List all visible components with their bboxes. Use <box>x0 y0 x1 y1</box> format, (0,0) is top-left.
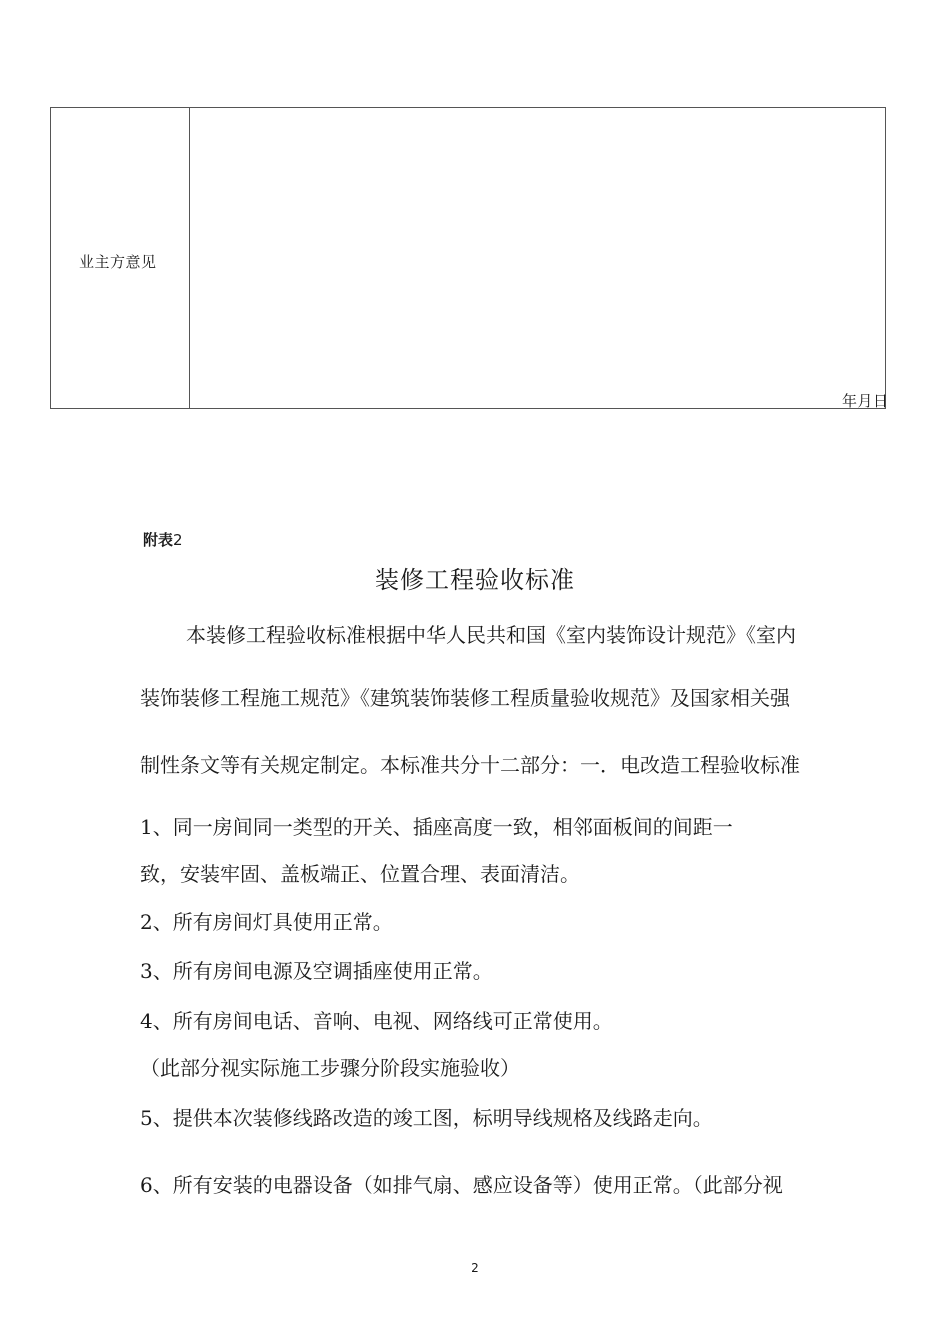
item-line-4: 3、所有房间电源及空调插座使用正常。 <box>140 959 493 983</box>
intro-line-1: 本装修工程验收标准根据中华人民共和国《室内装饰设计规范》《室内 <box>186 623 796 647</box>
intro-line-2: 装饰装修工程施工规范》《建筑装饰装修工程质量验收规范》及国家相关强 <box>140 686 790 710</box>
date-label: 年月日 <box>842 392 889 410</box>
item-line-2: 致，安装牢固、盖板端正、位置合理、表面清洁。 <box>140 862 580 886</box>
attachment-number: 2 <box>173 531 183 549</box>
owner-opinion-label: 业主方意见 <box>79 253 157 271</box>
attachment-label <box>143 529 183 550</box>
opinion-label-cell <box>51 108 190 408</box>
item-line-8: 6、所有安装的电器设备（如排气扇、感应设备等）使用正常。（此部分视 <box>140 1173 783 1197</box>
page-number: 2 <box>471 1261 479 1275</box>
owner-opinion-table <box>50 107 889 410</box>
item-line-6: （此部分视实际施工步骤分阶段实施验收） <box>140 1056 520 1080</box>
item-line-7: 5、提供本次装修线路改造的竣工图，标明导线规格及线路走向。 <box>140 1106 713 1130</box>
item-line-5: 4、所有房间电话、音响、电视、网络线可正常使用。 <box>140 1009 613 1033</box>
attachment-prefix: 附表 <box>143 531 174 549</box>
item-line-3: 2、所有房间灯具使用正常。 <box>140 910 393 934</box>
intro-line-3: 制性条文等有关规定制定。本标准共分十二部分：一．电改造工程验收标准 <box>140 753 800 777</box>
item-line-1: 1、同一房间同一类型的开关、插座高度一致，相邻面板间的间距一 <box>140 815 733 839</box>
document-title: 装修工程验收标准 <box>375 566 575 594</box>
